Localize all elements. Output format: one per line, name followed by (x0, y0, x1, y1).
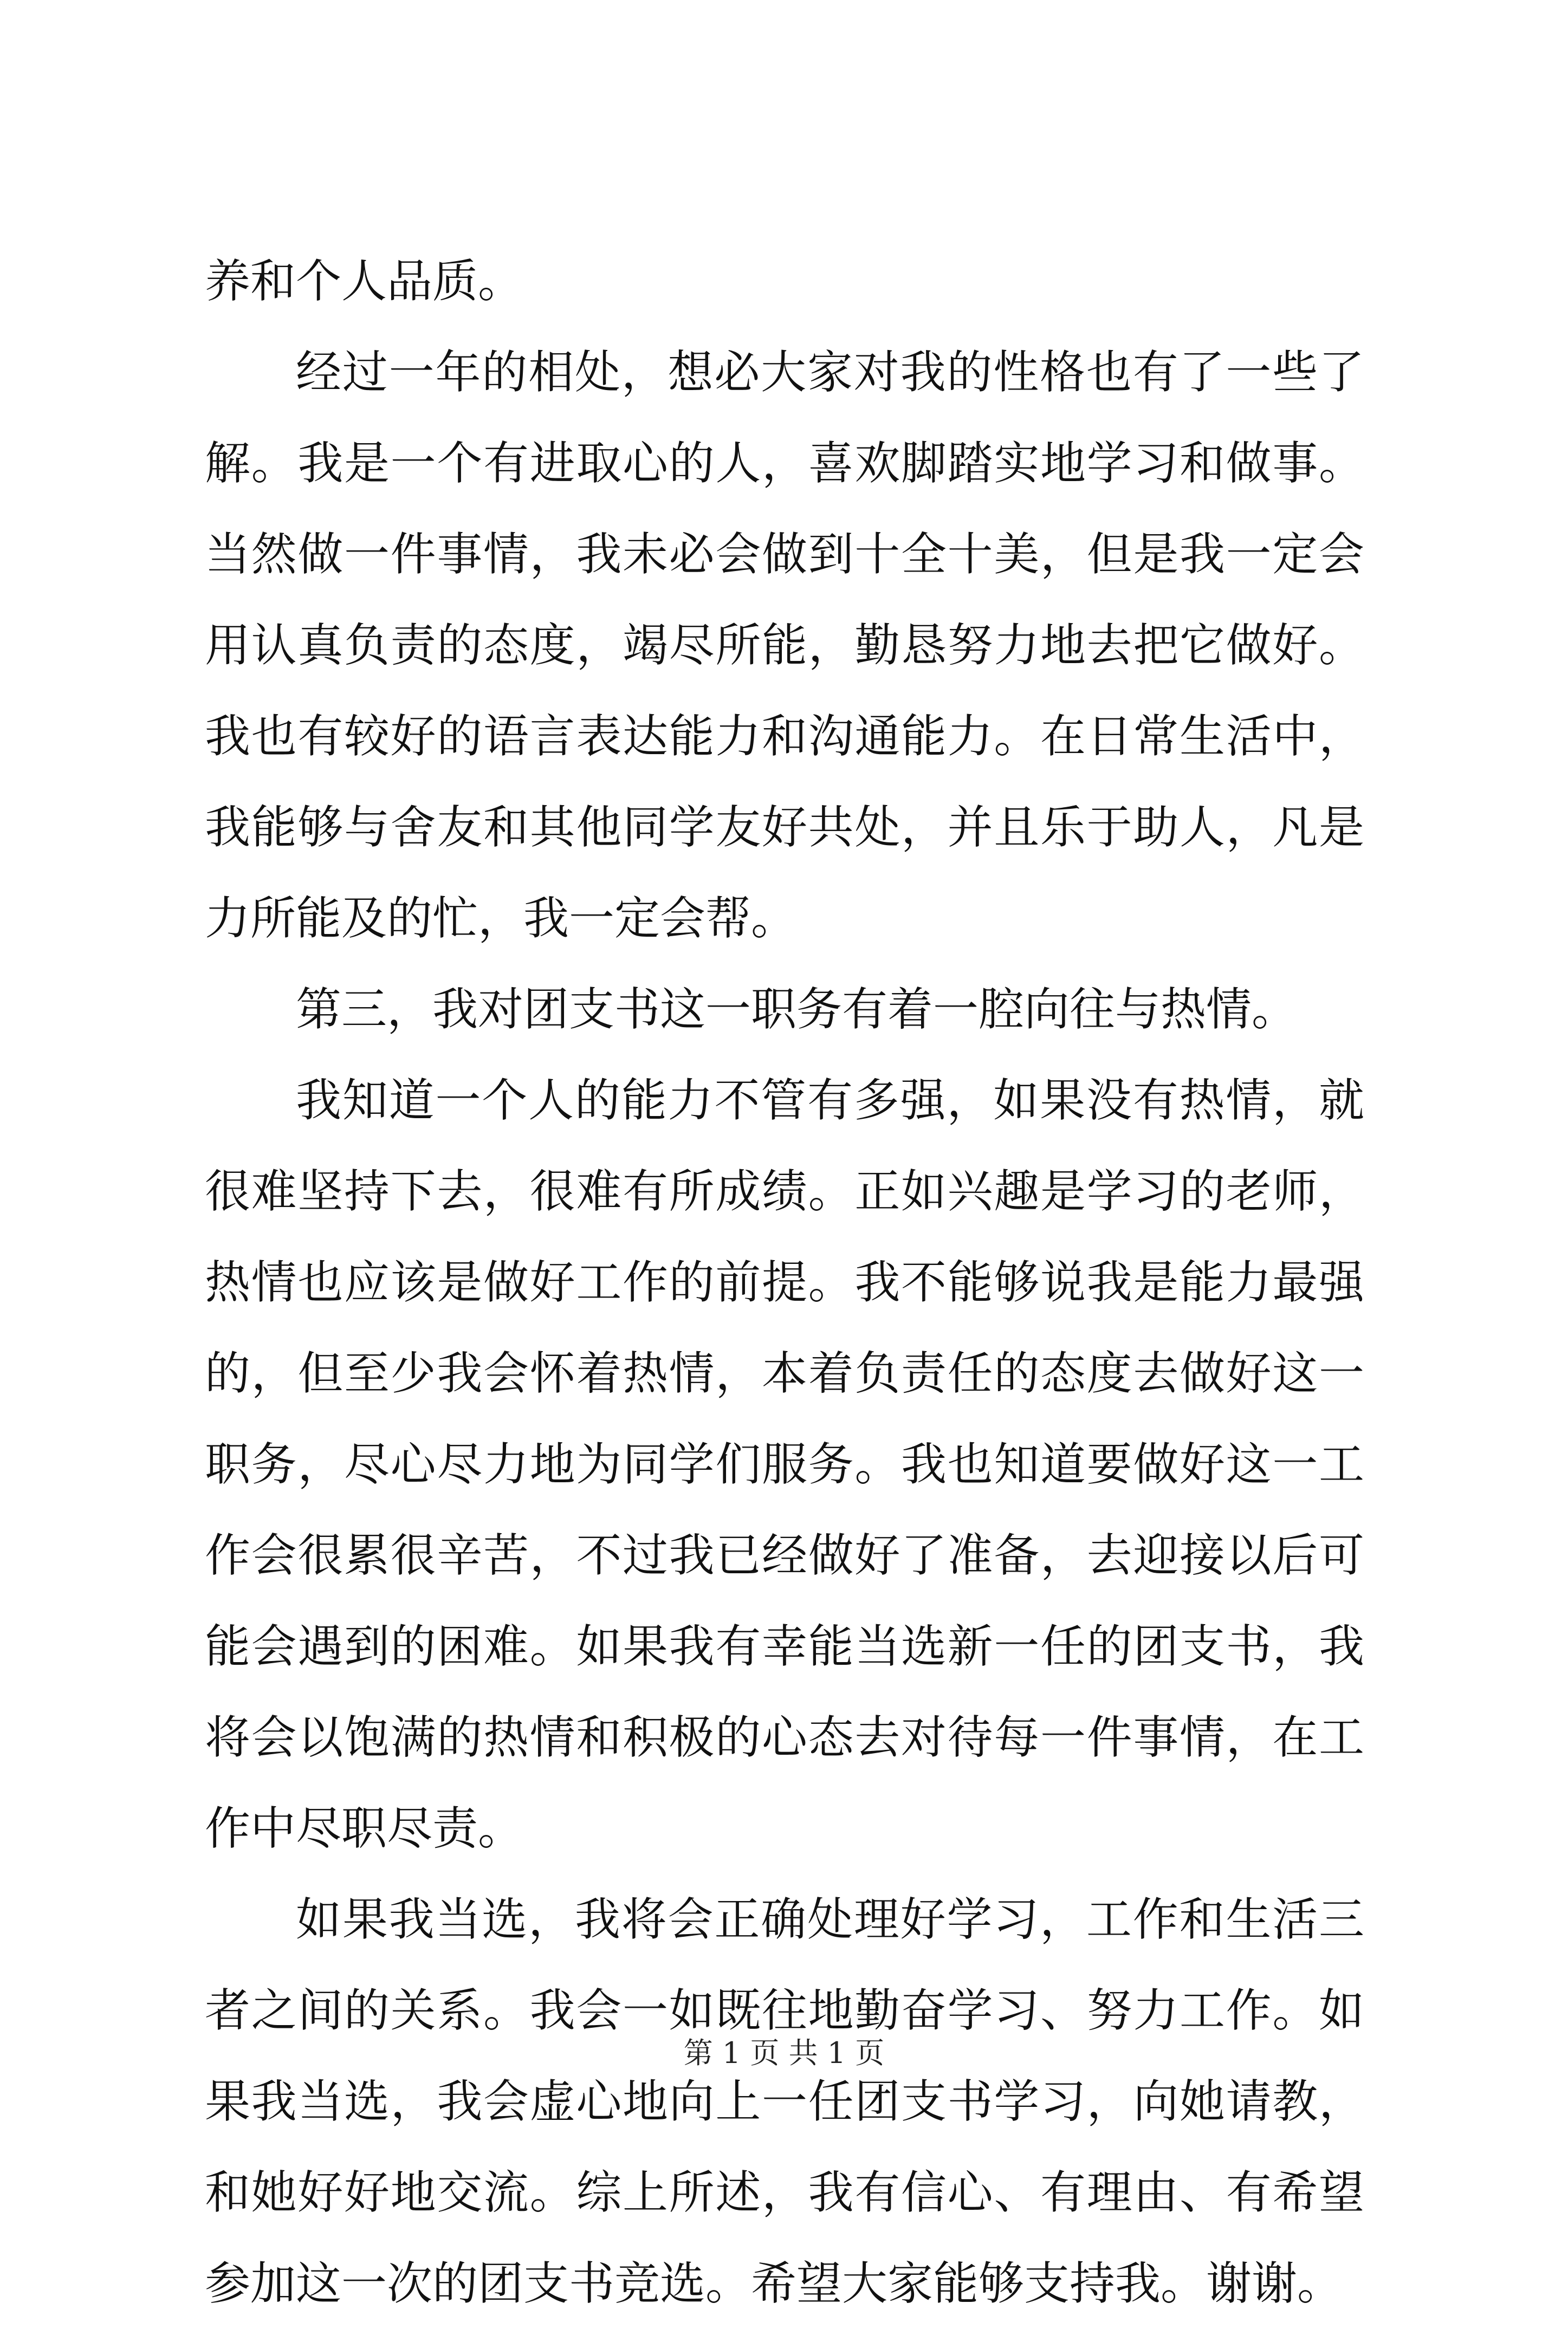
page-footer: 第 1 页 共 1 页 (683, 2036, 885, 2070)
paragraph-5: 如果我当选，我将会正确处理好学习，工作和生活三者之间的关系。我会一如既往地勤奋学习、努力工作。如果我当选，我会虚心地向上一任团支书学习，向她请教，和她好好地交流。综上所述，我有信心、有理由、有希望参加这一次的团支书竞选。希望大家能够支持我。谢谢。 (205, 1893, 1364, 2310)
paragraph-1: 养和个人品质。 (205, 255, 524, 308)
paragraph-4: 我知道一个人的能力不管有多强，如果没有热情，就很难坚持下去，很难有所成绩。正如兴趣是学习的老师，热情也应该是做好工作的前提。我不能够说我是能力最强的，但至少我会怀着热情，本着负责任的态度去做好这一职务，尽心尽力地为同学们服务。我也知道要做好这一工作会很累很辛苦，不过我已经做好了准备，去迎接以后可能会遇到的困难。如果我有幸能当选新一任的团支书，我将会以饱满的热情和积极的心态去对待每一件事情，在工作中尽职尽责。 (205, 1074, 1364, 1855)
paragraph-2: 经过一年的相处，想必大家对我的性格也有了一些了解。我是一个有进取心的人，喜欢脚踏实地学习和做事。当然做一件事情，我未必会做到十全十美，但是我一定会用认真负责的态度，竭尽所能，勤恳努力地去把它做好。我也有较好的语言表达能力和沟通能力。在日常生活中，我能够与舍友和其他同学友好共处，并且乐于助人，凡是力所能及的忙，我一定会帮。 (205, 346, 1364, 945)
document-body (205, 236, 1364, 2329)
paragraph-3: 第三，我对团支书这一职务有着一腔向往与热情。 (296, 983, 1298, 1036)
